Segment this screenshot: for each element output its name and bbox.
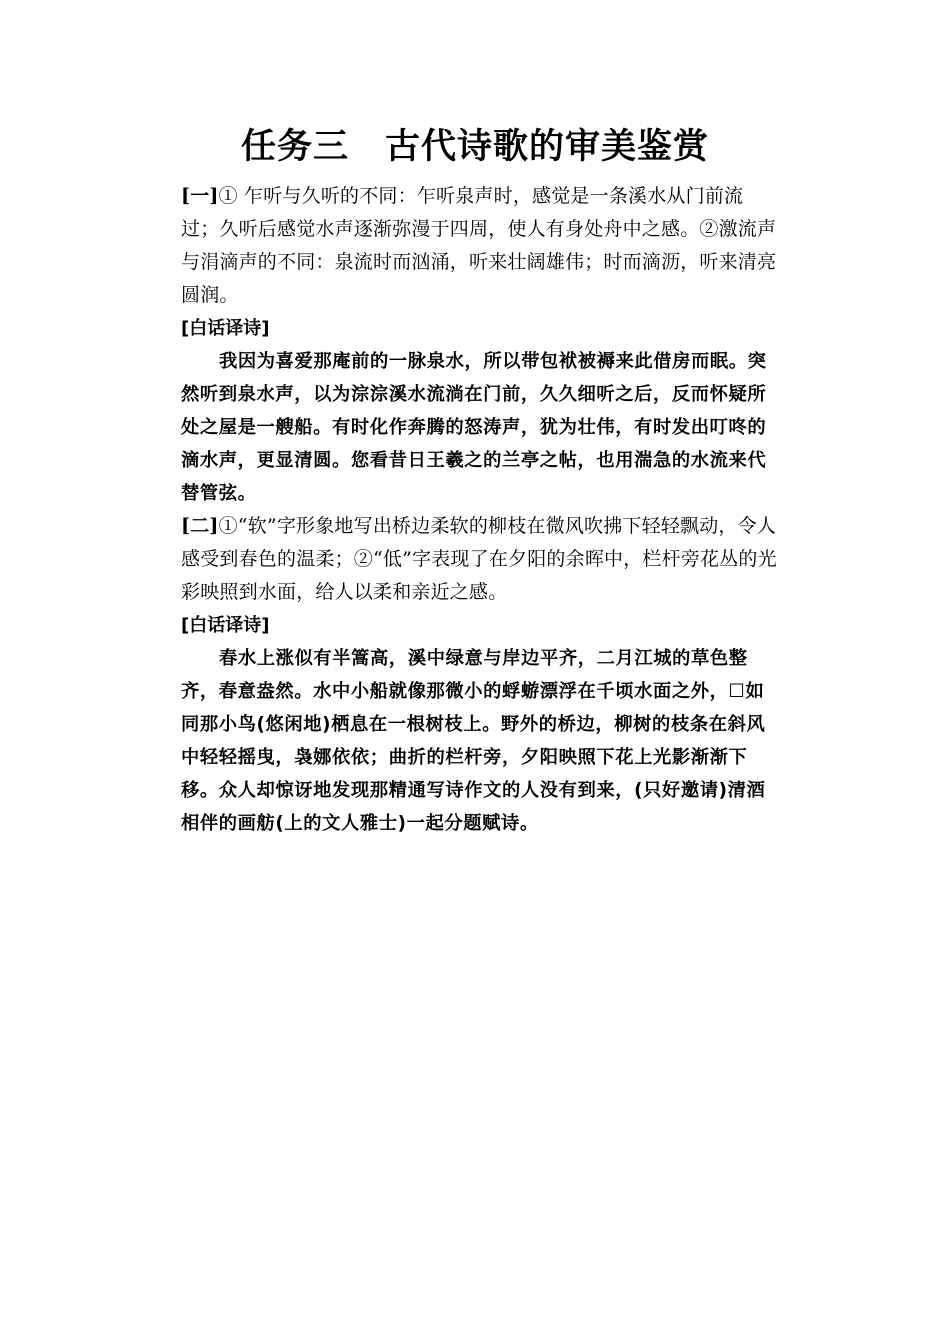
translation-paragraph-1: 我因为喜爱那庵前的一脉泉水，所以带包袱被褥来此借房而眠。突然听到泉水声，以为淙淙溪水流淌在门前，久久细听之后，反而怀疑所处之屋是一艘船。有时化作奔腾的怒涛声，犹为壮伟，有时发出叮咚的滴水声，更显清圆。您看昔日王羲之的兰亭之帖，也用湍急的水流来代替管弦。	[181, 351, 767, 504]
section-tag-2: [二]	[181, 515, 219, 537]
answer-text-1: ① 乍听与久听的不同：乍听泉声时，感觉是一条溪水从门前流过；久听后感觉水声逐渐弥漫于四周，使人有身处舟中之感。②激流声与涓滴声的不同：泉流时而汹涌，听来壮阔雄伟；时而滴沥，听来清亮圆润。	[181, 185, 777, 306]
answer-paragraph-1	[181, 180, 781, 312]
translation-label-1: [白话译诗]	[181, 318, 270, 339]
answer-paragraph-2	[181, 510, 781, 609]
answer-text-2: ①“软”字形象地写出桥边柔软的柳枝在微风吹拂下轻轻飘动，令人感受到春色的温柔；②“低”字表现了在夕阳的余晖中，栏杆旁花丛的光彩映照到水面，给人以柔和亲近之感。	[181, 515, 777, 603]
section-tag-1: [一]	[181, 185, 219, 207]
document-body	[181, 180, 781, 840]
page-title: 任务三 古代诗歌的审美鉴赏	[240, 127, 709, 167]
translation-paragraph-2: 春水上涨似有半篙高，溪中绿意与岸边平齐，二月江城的草色整齐，春意盎然。水中小船就像那微小的蜉蝣漂浮在千顷水面之外，☐如同那小鸟(悠闲地)栖息在一根树枝上。野外的桥边，柳树的枝条在斜风中轻轻摇曳，袅娜依依；曲折的栏杆旁，夕阳映照下花上光影渐渐下移。众人却惊讶地发现那精通写诗作文的人没有到来，(只好邀请)清酒相伴的画舫(上的文人雅士)一起分题赋诗。	[181, 648, 766, 834]
translation-label-2: [白话译诗]	[181, 615, 270, 636]
